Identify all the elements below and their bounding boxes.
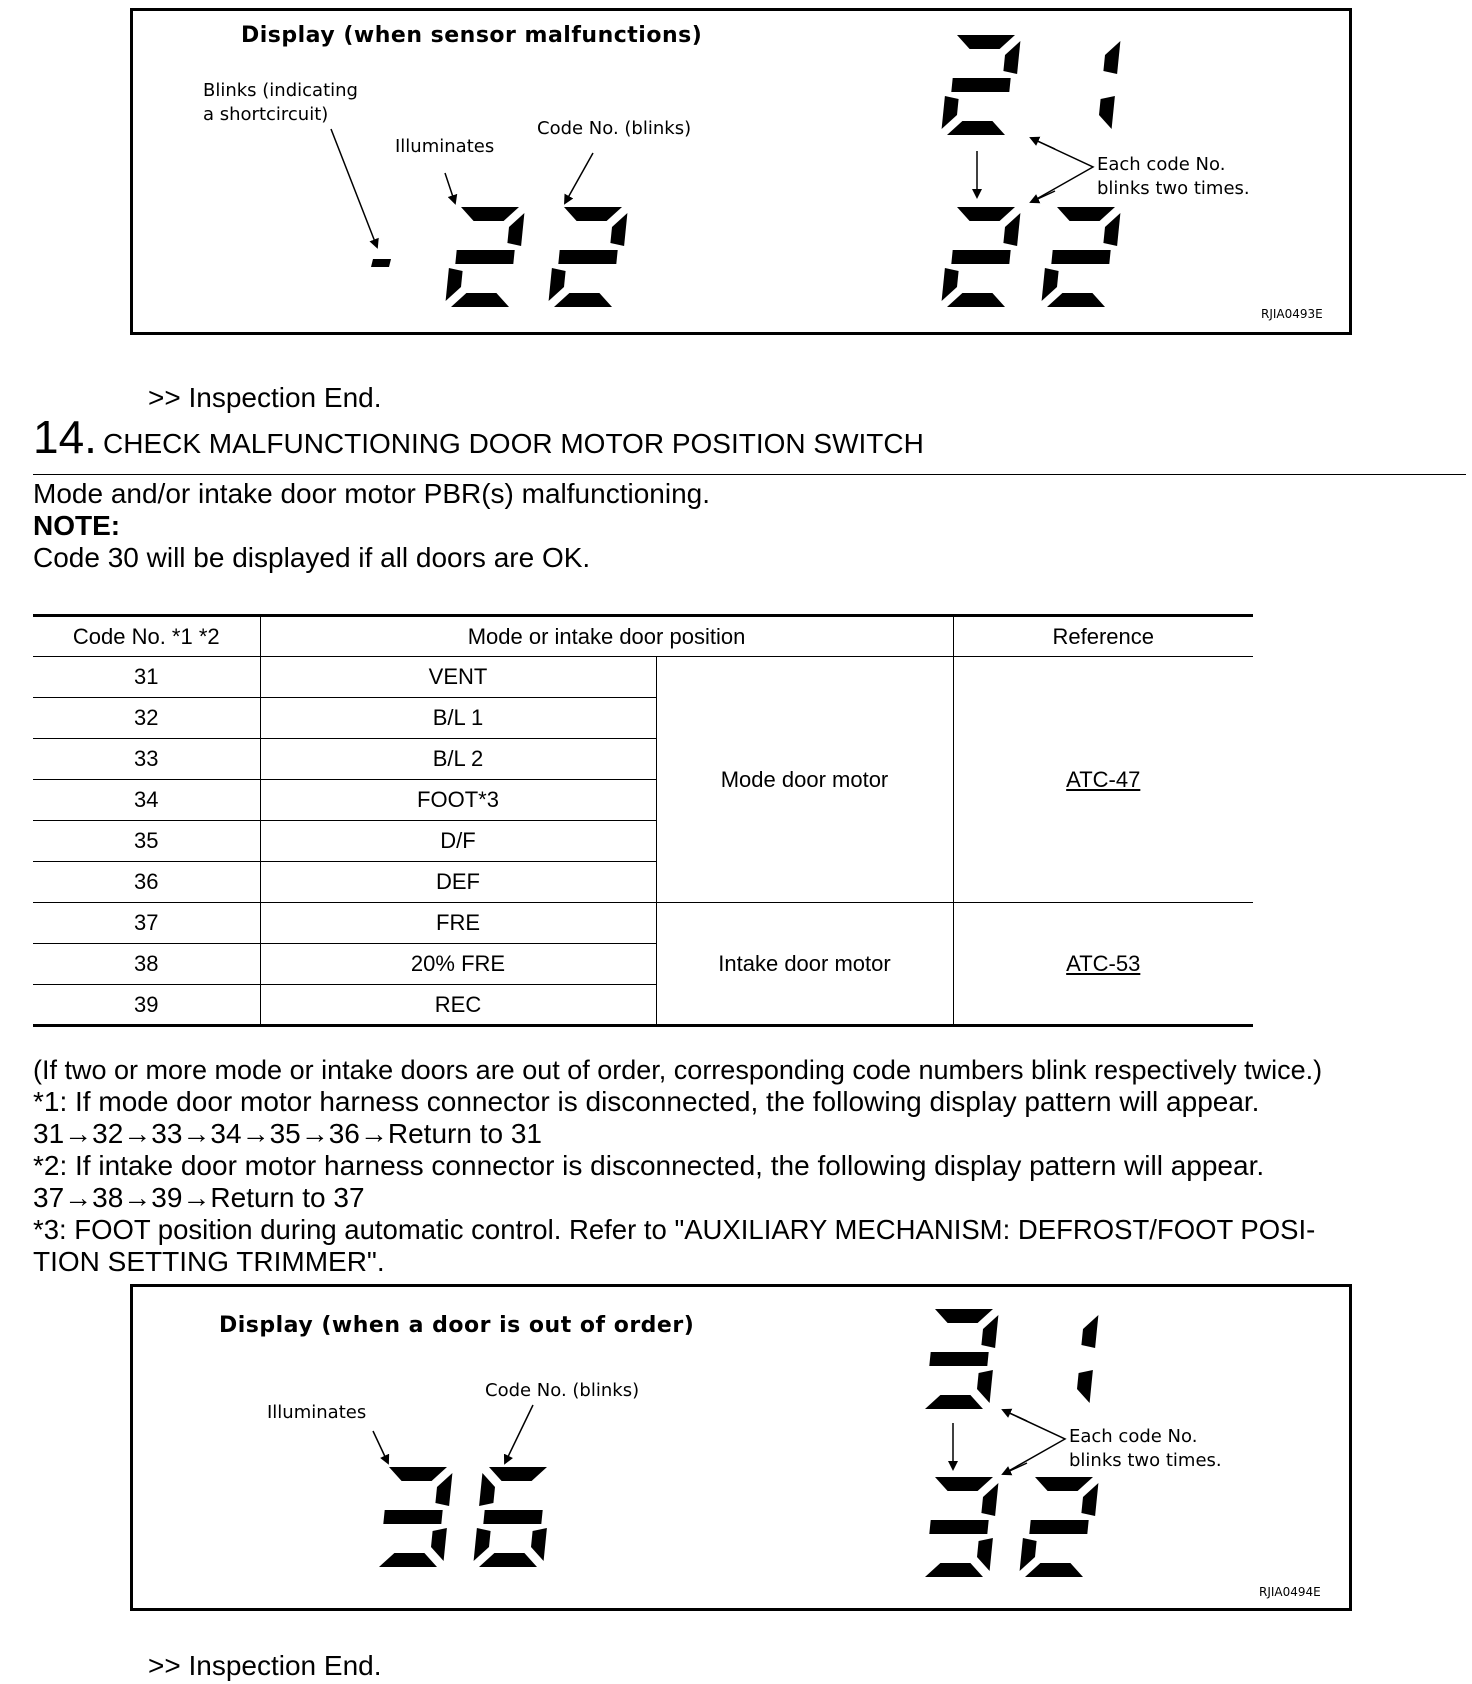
- note-1: *1: If mode door motor harness connector is disconnected, the following display pattern will appear.: [33, 1086, 1260, 1117]
- mode-motor-cell: Mode door motor: [656, 657, 953, 903]
- segment-d: [925, 1395, 983, 1409]
- position-cell: 20% FRE: [260, 944, 656, 985]
- table-row: [33, 657, 1253, 698]
- code-cell: 33: [33, 739, 260, 780]
- segment-b: [981, 1315, 998, 1348]
- segment-a: [1057, 207, 1115, 221]
- header-reference: Reference: [953, 616, 1253, 657]
- figure2-title: Display (when a door is out of order): [219, 1313, 695, 1338]
- segment-b: [1003, 41, 1020, 74]
- sequence-top-digit-tens: [942, 35, 1021, 135]
- segment-b: [1003, 213, 1020, 246]
- table-row: [33, 903, 1253, 944]
- note-multiple-doors: (If two or more mode or intake doors are out of order, corresponding code numbers blink respectively twice.): [33, 1055, 1323, 1085]
- step-title: CHECK MALFUNCTIONING DOOR MOTOR POSITION SWITCH: [103, 428, 924, 459]
- segment-b: [507, 213, 524, 246]
- each-code-brace: [1033, 139, 1093, 201]
- segment-d: [379, 1553, 437, 1567]
- step-rule: [33, 474, 1466, 475]
- segment-e: [549, 268, 566, 301]
- intro-line: Mode and/or intake door motor PBR(s) malfunctioning.: [33, 478, 710, 509]
- segment-d: [1047, 293, 1105, 307]
- segment-c: [531, 1528, 547, 1561]
- intake-reference-cell: [953, 903, 1253, 1026]
- segment-d: [479, 1553, 537, 1567]
- note-2-sequence: 37→38→39→Return to 37: [33, 1182, 365, 1213]
- atc-53-link[interactable]: ATC-53: [1066, 950, 1141, 976]
- brace-arrow-bottom: [1031, 191, 1055, 202]
- code-number-label: Code No. (blinks): [537, 118, 692, 139]
- sequence-bottom-digit-units: [1020, 1477, 1099, 1577]
- segment-g: [455, 250, 514, 264]
- code-cell: 32: [33, 698, 260, 739]
- segment-b: [981, 1483, 998, 1516]
- door-code-table: [33, 614, 1253, 1027]
- display-digit-tens: [379, 1467, 452, 1567]
- segment-b: [610, 213, 627, 246]
- note-label: NOTE:: [33, 510, 121, 541]
- sequence-top-digit-units: [1099, 41, 1120, 129]
- segment-e: [1020, 1538, 1037, 1571]
- sequence-bottom-digit-units: [1042, 207, 1121, 307]
- figure-sensor-malfunction: [130, 8, 1352, 335]
- segment-b: [1103, 213, 1120, 246]
- code-cell: 39: [33, 985, 260, 1026]
- segment-a: [564, 207, 622, 221]
- segment-a: [957, 207, 1015, 221]
- each-code-label-line1: Each code No.: [1097, 154, 1226, 175]
- brace-arrow-top: [1003, 1410, 1027, 1421]
- segment-c: [1077, 1370, 1093, 1403]
- sequence-bottom-digit-tens: [942, 207, 1021, 307]
- figure-door-out-of-order: [130, 1284, 1352, 1611]
- segment-f: [479, 1473, 495, 1506]
- figure2-id: RJIA0494E: [1259, 1585, 1321, 1599]
- segment-d: [554, 293, 612, 307]
- header-position: Mode or intake door position: [260, 616, 953, 657]
- sequence-bottom-digit-tens: [925, 1477, 998, 1577]
- segment-g: [483, 1510, 542, 1524]
- sequence-top-digit-units: [1077, 1315, 1098, 1403]
- segment-g: [383, 1510, 442, 1524]
- each-code-label-line1: Each code No.: [1069, 1426, 1198, 1447]
- display-digit-units: [549, 207, 628, 307]
- segment-g: [1051, 250, 1110, 264]
- blink-label-line1: Blinks (indicating: [203, 80, 358, 101]
- segment-a: [489, 1467, 547, 1481]
- note-3-line2: TION SETTING TRIMMER".: [33, 1246, 385, 1277]
- segment-g: [929, 1520, 988, 1534]
- segment-b: [1103, 41, 1120, 74]
- each-code-label-line2: blinks two times.: [1097, 178, 1250, 199]
- blink-label-line2: a shortcircuit): [203, 104, 329, 125]
- each-code-brace: [1005, 1411, 1065, 1473]
- position-cell: DEF: [260, 862, 656, 903]
- segment-b: [435, 1473, 452, 1506]
- inspection-end-1: >> Inspection End.: [148, 382, 382, 413]
- blink-leader-line: [331, 129, 377, 247]
- position-cell: FOOT*3: [260, 780, 656, 821]
- segment-d: [1025, 1563, 1083, 1577]
- segment-c: [1099, 96, 1115, 129]
- each-code-label-line2: blinks two times.: [1069, 1450, 1222, 1471]
- segment-d: [947, 293, 1005, 307]
- code-leader-line: [505, 1405, 533, 1463]
- code-cell: 34: [33, 780, 260, 821]
- code-leader-line: [565, 153, 593, 203]
- note-text: Code 30 will be displayed if all doors are OK.: [33, 542, 591, 573]
- segment-g: [951, 78, 1010, 92]
- inspection-end-2: >> Inspection End.: [148, 1650, 382, 1681]
- segment-d: [947, 121, 1005, 135]
- atc-47-link[interactable]: ATC-47: [1066, 766, 1141, 792]
- display-digit-tens: [446, 207, 525, 307]
- segment-a: [935, 1309, 993, 1323]
- brace-arrow-top: [1031, 138, 1055, 149]
- code-cell: 31: [33, 657, 260, 698]
- code-cell: 35: [33, 821, 260, 862]
- position-cell: VENT: [260, 657, 656, 698]
- position-cell: FRE: [260, 903, 656, 944]
- segment-a: [461, 207, 519, 221]
- brace-arrow-bottom: [1003, 1463, 1027, 1474]
- segment-a: [957, 35, 1015, 49]
- mode-reference-cell: [953, 657, 1253, 903]
- segment-b: [1081, 1483, 1098, 1516]
- intake-motor-cell: Intake door motor: [656, 903, 953, 1026]
- segment-c: [431, 1528, 447, 1561]
- segment-c: [977, 1538, 993, 1571]
- segment-c: [977, 1370, 993, 1403]
- segment-e: [942, 96, 959, 129]
- position-cell: B/L 2: [260, 739, 656, 780]
- illuminates-label: Illuminates: [395, 136, 495, 157]
- segment-g: [929, 1352, 988, 1366]
- note-3-line1: *3: FOOT position during automatic control. Refer to "AUXILIARY MECHANISM: DEFROST/FOOT POSI-: [33, 1214, 1316, 1245]
- sequence-top-digit-tens: [925, 1309, 998, 1409]
- position-cell: REC: [260, 985, 656, 1026]
- segment-a: [389, 1467, 447, 1481]
- code-cell: 37: [33, 903, 260, 944]
- figure1-title: Display (when sensor malfunctions): [241, 23, 703, 48]
- segment-a: [1035, 1477, 1093, 1491]
- segment-e: [474, 1528, 491, 1561]
- segment-b: [1081, 1315, 1098, 1348]
- code-cell: 36: [33, 862, 260, 903]
- table-header-row: [33, 616, 1253, 657]
- code-cell: 38: [33, 944, 260, 985]
- code-number-label: Code No. (blinks): [485, 1380, 640, 1401]
- segment-a: [935, 1477, 993, 1491]
- position-cell: B/L 1: [260, 698, 656, 739]
- illuminates-leader-line: [445, 173, 455, 203]
- segment-e: [942, 268, 959, 301]
- note-2: *2: If intake door motor harness connector is disconnected, the following display pattern will appear.: [33, 1150, 1265, 1181]
- display-digit-units: [474, 1467, 547, 1567]
- step-number: 14.: [33, 411, 97, 463]
- segment-g: [558, 250, 617, 264]
- segment-g: [951, 250, 1010, 264]
- segment-d: [925, 1563, 983, 1577]
- figure1-id: RJIA0493E: [1261, 307, 1323, 321]
- note-1-sequence: 31→32→33→34→35→36→Return to 31: [33, 1118, 542, 1149]
- segment-e: [1042, 268, 1059, 301]
- header-code: Code No. *1 *2: [33, 616, 260, 657]
- position-cell: D/F: [260, 821, 656, 862]
- segment-d: [451, 293, 509, 307]
- segment-g: [1029, 1520, 1088, 1534]
- segment-e: [446, 268, 463, 301]
- minus-segment: [371, 259, 391, 267]
- illuminates-leader-line: [373, 1431, 388, 1463]
- illuminates-label: Illuminates: [267, 1402, 367, 1423]
